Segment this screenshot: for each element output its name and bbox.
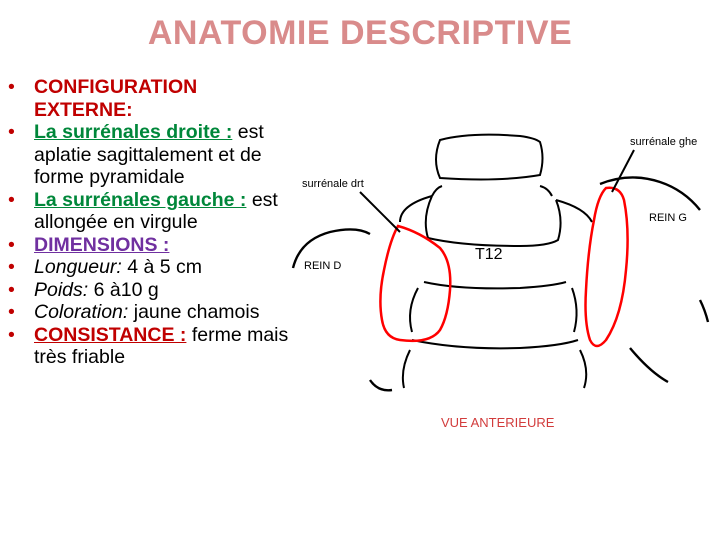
bullet-heading: La surrénales gauche : <box>34 188 247 211</box>
label-surrenale-drt: surrénale drt <box>302 178 364 190</box>
pointer-line-left <box>612 150 634 192</box>
bullet-text: jaune chamois <box>128 301 260 323</box>
bullet-surrenale-droite <box>6 121 296 189</box>
bullet-surrenale-gauche <box>6 189 296 234</box>
bullet-heading: Longueur: <box>34 256 122 278</box>
label-surrenale-ghe: surrénale ghe <box>630 136 698 148</box>
adrenal-diagram-drawing <box>282 128 720 438</box>
bullet-dot: • <box>8 256 15 278</box>
kidney-outlines <box>293 177 708 390</box>
adrenal-diagram <box>282 128 720 438</box>
label-rein-d: REIN D <box>304 260 342 272</box>
bullet-configuration <box>6 76 296 121</box>
left-adrenal-gland <box>586 188 628 346</box>
pointer-line-right <box>360 192 400 232</box>
bullet-longueur <box>6 256 296 279</box>
bullet-list <box>6 76 296 369</box>
bullet-coloration <box>6 301 296 324</box>
bullet-dot: • <box>8 121 15 143</box>
label-rein-g: REIN G <box>649 212 687 224</box>
bullet-dot: • <box>8 301 15 323</box>
bullet-text: 6 à10 g <box>88 278 159 301</box>
bullet-dot: • <box>8 233 15 256</box>
bullet-text: est aplatie sagittalement et de forme pyramidale <box>34 121 264 188</box>
bullet-poids <box>6 279 296 302</box>
bullet-heading: DIMENSIONS : <box>34 233 170 256</box>
bullet-dot: • <box>8 76 15 98</box>
bullet-text: est allongée en virgule <box>34 188 278 233</box>
bullet-dot: • <box>8 188 15 211</box>
bullet-text: ferme mais très friable <box>34 323 289 368</box>
bullet-dimensions <box>6 234 296 257</box>
label-vue-anterieure: VUE ANTERIEURE <box>441 415 555 430</box>
bullet-heading: CONFIGURATION EXTERNE: <box>34 76 198 121</box>
right-adrenal-gland <box>380 226 450 341</box>
slide-title: ANATOMIE DESCRIPTIVE <box>147 14 573 52</box>
bullet-heading: Coloration: <box>34 301 129 323</box>
bullet-dot: • <box>8 278 15 301</box>
bullet-text: 4 à 5 cm <box>121 256 203 278</box>
bullet-heading: La surrénales droite : <box>34 121 233 143</box>
bullet-consistance <box>6 324 296 369</box>
bullet-dot: • <box>8 323 15 346</box>
bullet-heading: CONSISTANCE : <box>34 323 187 346</box>
label-t12: T12 <box>475 246 503 263</box>
bullet-heading: Poids: <box>34 278 89 301</box>
